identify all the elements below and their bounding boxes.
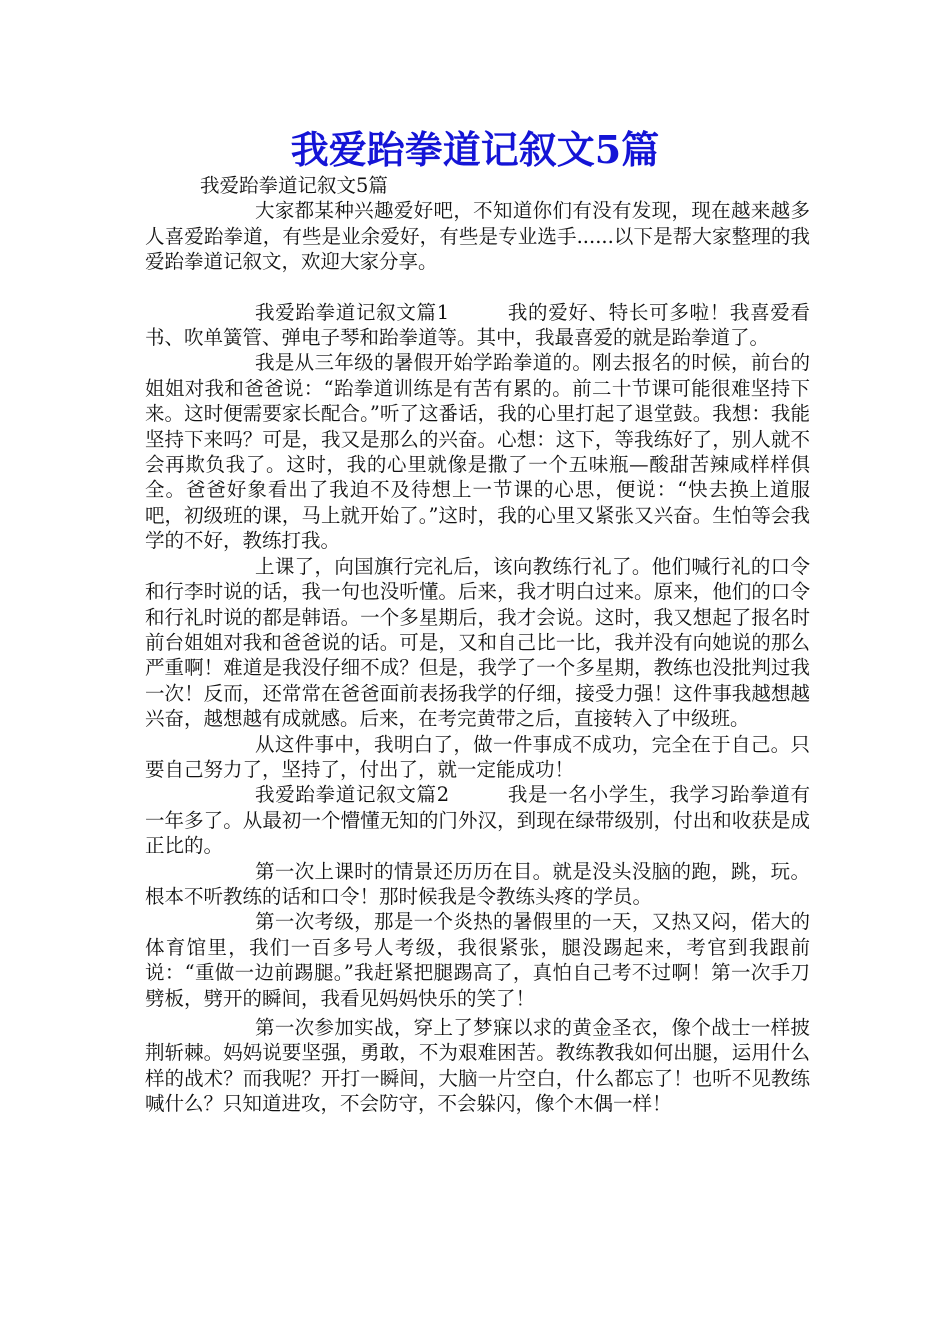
section-2-opening: [145, 782, 810, 858]
section-2-paragraph: 第一次参加实战，穿上了梦寐以求的黄金圣衣，像个战士一样披荆斩棘。妈妈说要坚强，勇敢，不为艰难困苦。教练教我如何出腿，运用什么样的战术？而我呢？开打一瞬间，大脑一片空白，什么都忘了！也听不见教练喊什么？只知道进攻，不会防守，不会躲闪，像个木偶一样！: [145, 1016, 810, 1116]
section-2-paragraph: 第一次考级，那是一个炎热的暑假里的一天，又热又闷，偌大的体育馆里，我们一百多号人考级，我很紧张，腿没踢起来，考官到我跟前说：“重做一边前踢腿。”我赶紧把腿踢高了，真怕自己考不过啊！第一次手刀劈板，劈开的瞬间，我看见妈妈快乐的笑了！: [145, 910, 810, 1010]
document-body: [145, 173, 810, 1117]
section-1-paragraph: 从这件事中，我明白了，做一件事成不成功，完全在于自己。只要自己努力了，坚持了，付出了，就一定能成功！: [145, 732, 810, 781]
section-1-first-text: 我的爱好、特长可多啦！我喜爱看书、吹单簧管、弹电子琴和跆拳道等。其中，我最喜爱的就是跆拳道了。: [145, 300, 810, 350]
intro-paragraph: 大家都某种兴趣爱好吧，不知道你们有没有发现，现在越来越多人喜爱跆拳道，有些是业余爱好，有些是专业选手......以下是帮大家整理的我爱跆拳道记叙文，欢迎大家分享。: [145, 199, 810, 274]
document-title: 我爱跆拳道记叙文5篇: [290, 127, 660, 172]
section-1-paragraph: 我是从三年级的暑假开始学跆拳道的。刚去报名的时候，前台的姐姐对我和爸爸说：“跆拳道训练是有苦有累的。前二十节课可能很难坚持下来。这时便需要家长配合。”听了这番话，我的心里打起了退堂鼓。我想：我能坚持下来吗？可是，我又是那么的兴奋。心想：这下，等我练好了，别人就不会再欺负我了。这时，我的心里就像是撒了一个五味瓶—酸甜苦辣咸样样俱全。爸爸好象看出了我迫不及待想上一节课的心思，便说：“快去换上道服吧，初级班的课，马上就开始了。”这时，我的心里又紧张又兴奋。生怕等会我学的不好，教练打我。: [145, 351, 810, 553]
blank-line: [145, 275, 810, 300]
section-1-opening: [145, 300, 810, 351]
document-subtitle: 我爱跆拳道记叙文5篇: [200, 174, 388, 197]
section-2-paragraph: 第一次上课时的情景还历历在目。就是没头没脑的跑，跳，玩。根本不听教练的话和口令！那时候我是令教练头疼的学员。: [145, 859, 810, 908]
section-1-paragraph: 上课了，向国旗行完礼后，该向教练行礼了。他们喊行礼的口令和行李时说的话，我一句也没听懂。后来，我才明白过来。原来，他们的口令和行礼时说的都是韩语。一个多星期后，我才会说。这时，我又想起了报名时前台姐姐对我和爸爸说的话。可是，又和自己比一比，我并没有向她说的那么严重啊！难道是我没仔细不成？但是，我学了一个多星期，教练也没批判过我一次！反而，还常常在爸爸面前表扬我学的仔细，接受力强！这件事我越想越兴奋，越想越有成就感。后来，在考完黄带之后，直接转入了中级班。: [145, 554, 810, 731]
section-2-heading: 我爱跆拳道记叙文篇2: [255, 783, 450, 807]
section-1-heading: 我爱跆拳道记叙文篇1: [255, 300, 450, 324]
section-2-first-text: 我是一名小学生，我学习跆拳道有一年多了。从最初一个懵懂无知的门外汉，到现在绿带级别，付出和收获是成正比的。: [145, 783, 810, 858]
